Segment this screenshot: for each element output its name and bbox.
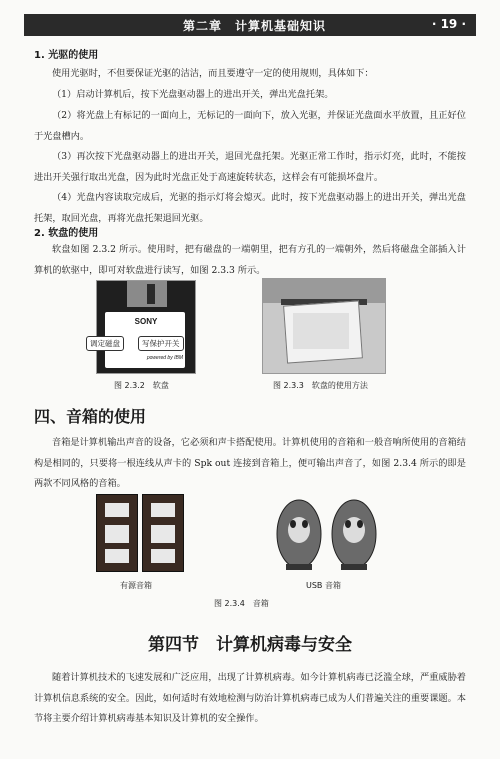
section-text: 随着计算机技术的飞速发展和广泛应用，出现了计算机病毒。如今计算机病毒已泛滥全球，严重威胁着计算机信息系统的安全。因此，如何适时有效地检测与防治计算机病毒已成为人们普遍关注的重要课题。本节将主要介绍计算机病毒基本知识及计算机的安全操作。	[34, 672, 466, 724]
usb-speaker-label: USB 音箱	[306, 581, 341, 590]
page-number: · 19 ·	[431, 17, 466, 31]
speakers-text: 音箱是计算机输出声音的设备，它必须和声卡搭配使用。计算机使用的音箱和一般音响所使用的音箱结构是相同的，只要将一根连线从声卡的 Spk out 连接到音箱上，便可输出声音了，如图 2.3.4 所示的即是两款不同风格的音箱。	[34, 437, 466, 489]
optical-step-3: （3）再次按下光盘驱动器上的进出开关，退回光盘托架。光驱正常工作时，指示灯亮，此时，不能按进出开关强行取出光盘，因为此时光盘正处于高速旋转状态，这样会有可能损坏盘片。	[34, 151, 466, 183]
powered-speaker-right	[142, 494, 184, 572]
fig-2-3-4-caption: 图 2.3.4 音箱	[214, 599, 269, 608]
floppy-heading: 2. 软盘的使用	[34, 228, 99, 239]
optical-intro: 使用光驱时，不但要保证光驱的洁洁，而且要遵守一定的使用规则，具体如下：	[52, 68, 374, 79]
usb-speakers-image	[274, 494, 380, 574]
powered-speaker-label: 有源音箱	[120, 581, 152, 590]
floppy-text: 软盘如图 2.3.2 所示。使用时，把有磁盘的一端朝里，把有方孔的一端朝外，然后将磁盘全部插入计算机的软驱中，即可对软盘进行读写，如图 2.3.3 所示。	[34, 244, 466, 276]
floppy-usage-image	[262, 278, 386, 374]
optical-heading: 1. 光驱的使用	[34, 50, 99, 61]
fig-2-3-2-caption: 图 2.3.2 软盘	[114, 381, 169, 390]
chapter-title: 第二章 计算机基础知识	[183, 19, 327, 33]
powered-speaker-left	[96, 494, 138, 572]
optical-step-1: （1）启动计算机后，按下光盘驱动器上的进出开关，弹出光盘托架。	[52, 89, 334, 100]
floppy-label-left: 调定磁盘	[86, 336, 124, 351]
floppy-disk-image	[96, 280, 196, 374]
floppy-small-print: powered by IBM	[146, 355, 183, 361]
speakers-heading: 四、音箱的使用	[34, 407, 147, 426]
fig-2-3-3-caption: 图 2.3.3 软盘的使用方法	[273, 381, 368, 390]
optical-step-2: （2）将光盘上有标记的一面向上，无标记的一面向下，放入光驱，并保证光盘面水平放置，且正好位于光盘槽内。	[34, 110, 466, 142]
floppy-label-right: 写保护开关	[138, 336, 184, 351]
section-title: 第四节 计算机病毒与安全	[148, 635, 352, 655]
floppy-brand: SONY	[134, 317, 158, 326]
optical-step-4: （4）光盘内容读取完成后，光驱的指示灯将会熄灭。此时，按下光盘驱动器上的进出开关，弹出光盘托架，取回光盘，再将光盘托架退回光驱。	[34, 192, 466, 224]
